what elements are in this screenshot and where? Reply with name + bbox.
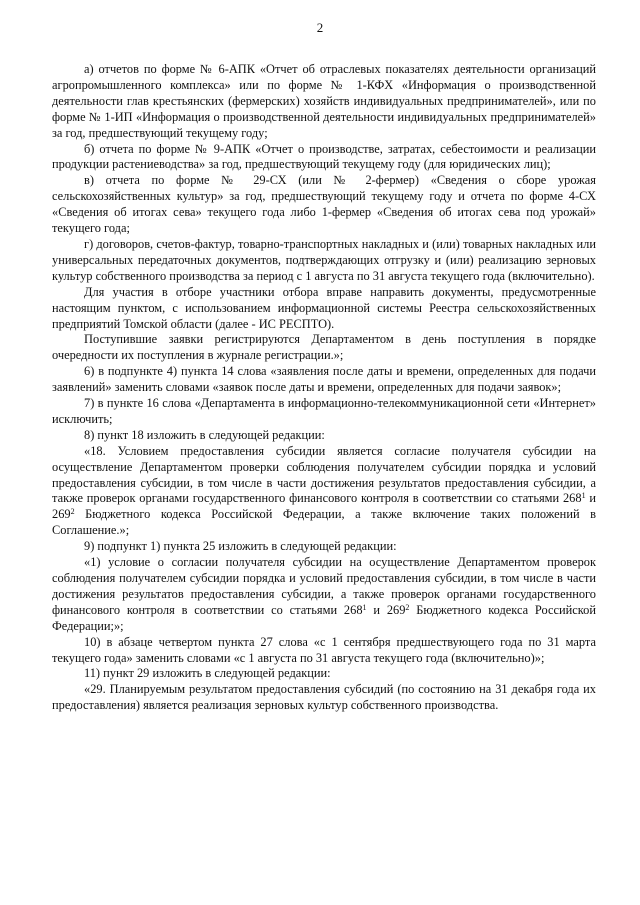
paragraph-item-6: 6) в подпункте 4) пункта 14 слова «заявления после даты и времени, определенных для подачи заявлений» заменить словами «заявок после даты и времени, определенных для подачи заявок»; [52,364,596,395]
paragraph-registration: Поступившие заявки регистрируются Департаментом в день поступления в порядке очередности их поступления в журнале регистрации.»; [52,332,596,363]
subclause-1-text-b: и 269 [366,602,406,617]
paragraph-item-9: 9) подпункт 1) пункта 25 изложить в следующей редакции: [84,539,397,554]
page-number: 2 [316,20,324,35]
clause-18-text-b: и 269 [52,491,597,522]
paragraph-v-report: в) отчета по форме № 29-СХ (или № 2-фермер) «Сведения о сборе урожая сельскохозяйственных культур» за год, предшествующий текущему году и отчета по форме 4-СХ «Сведения об итогах сева» текущего года либо 1-фермер «Сведения об итогах сева под урожай» текущего года; [52,173,596,236]
paragraph-clause-18 [52,444,596,539]
paragraph-item-11: 11) пункт 29 изложить в следующей редакции: [84,666,331,681]
paragraph-item-8: 8) пункт 18 изложить в следующей редакции: [84,427,325,442]
paragraph-subclause-1 [52,555,596,635]
subclause-1-text-a: «1) условие о согласии получателя субсидии на осуществление Департаментом проверок соблюдения получателем субсидии порядка и условий предоставления субсидии, в том числе в части достижения результатов предоставления субсидии, а также проверок органами государственного финансового контроля в соответствии со статьями 268 [52,555,596,617]
paragraph-item-7: 7) в пункте 16 слова «Департамента в информационно-телекоммуникационной сети «Интернет» исключить; [52,396,596,426]
paragraph-participation: Для участия в отборе участники отбора вправе направить документы, предусмотренные настоящим пунктом, с использованием информационной системы Реестра сельскохозяйственных предприятий Томской области (далее - ИС РЕСПТО). [52,284,596,331]
subclause-1-sup-b: 2 [405,602,410,612]
paragraph-g-contracts: г) договоров, счетов-фактур, товарно-транспортных накладных и (или) товарных накладных или универсальных передаточных документов, подтверждающих отгрузку и (или) реализацию зерновых культур собственного производства за период с 1 августа по 31 августа текущего года (включительно). [52,236,596,283]
paragraph-b-report: б) отчета по форме № 9-АПК «Отчет о производстве, затратах, себестоимости и реализации продукции растениеводства» за год, предшествующий текущему году (для юридических лиц); [52,141,596,172]
paragraph-clause-29: «29. Планируемым результатом предоставления субсидий (по состоянию на 31 декабря года их предоставления) является реализация зерновых культур собственного производства. [52,682,596,713]
paragraph-item-10: 10) в абзаце четвертом пункта 27 слова «с 1 сентября предшествующего года по 31 марта текущего года» заменить словами «с 1 августа по 31 августа текущего года (включительно)»; [52,634,596,665]
clause-18-sup-b: 2 [70,507,75,517]
clause-18-sup-a: 1 [581,491,586,501]
paragraph-a-forms: а) отчетов по форме № 6-АПК «Отчет об отраслевых показателях деятельности организаций агропромышленного комплекса» или по форме № 1-КФХ «Информация о производственной деятельности глав крестьянских (фермерских) хозяйств индивидуальных предпринимателей», или по форме № 1-ИП «Информация о производственной деятельности индивидуальных предпринимателей» за год, предшествующий текущему году; [52,62,596,140]
subclause-1-sup-a: 1 [362,602,367,612]
clause-18-text-c: Бюджетного кодекса Российской Федерации, а также включение таких положений в Соглашение.»; [52,507,596,538]
document-body [52,62,596,714]
subclause-1-text-c: Бюджетного кодекса Российской Федерации;»; [52,602,596,633]
clause-18-text-a: «18. Условием предоставления субсидии является согласие получателя субсидии на осуществление Департаментом проверки соблюдения получателем субсидии порядка и условий предоставления субсидии, в том числе в части достижения результатов предоставления субсидии, а также проверок органами государственного финансового контроля в соответствии со статьями 268 [52,443,596,506]
